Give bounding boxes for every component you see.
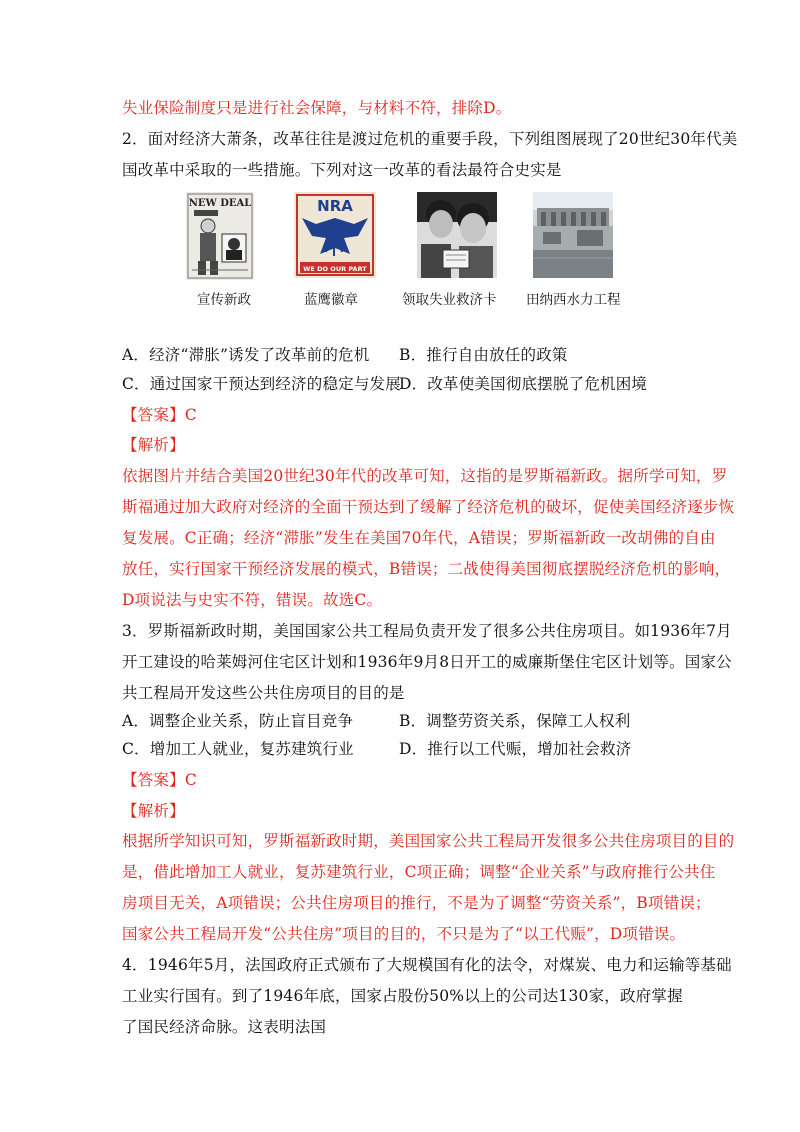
q2-analysis-label: 【解析】 (122, 436, 185, 454)
q3-stem-line: 开工建设的哈莱姆河住宅区计划和1936年9月8日开工的威廉斯堡住宅区计划等。国家公 (122, 653, 732, 671)
q3-option-b: B．调整劳资关系，保障工人权利 (399, 712, 631, 730)
q2-analysis-line: 放任，实行国家干预经济发展的模式，B错误；二战使得美国彻底摆脱经济危机的影响， (122, 560, 731, 578)
q3-stem-line: 3．罗斯福新政时期，美国国家公共工程局负责开发了很多公共住房项目。如1936年7月 (122, 622, 732, 640)
q3-option-a: A．调整企业关系，防止盲目竞争 (122, 712, 354, 730)
q3-option-c: C．增加工人就业，复苏建筑行业 (122, 740, 354, 758)
new-deal-poster-image (186, 192, 254, 280)
q4-stem-line: 工业实行国有。到了1946年底，国家占股份50%以上的公司达130家，政府掌握 (122, 987, 683, 1005)
caption-relief-card: 领取失业救济卡 (402, 292, 497, 308)
caption-new-deal: 宣传新政 (197, 292, 251, 308)
q2-option-b: B．推行自由放任的政策 (399, 346, 568, 364)
q3-analysis-line: 房项目无关，A项错误；公共住房项目的推行，不是为了调整“劳资关系”，B项错误； (122, 894, 711, 912)
q2-stem-line2: 国改革中采取的一些措施。下列对这一改革的看法最符合史实是 (122, 161, 562, 179)
q3-analysis-line: 是，借此增加工人就业，复苏建筑行业，C项正确；调整“企业关系”与政府推行公共住 (122, 863, 716, 881)
q3-analysis-line: 根据所学知识可知，罗斯福新政时期，美国国家公共工程局开发很多公共住房项目的目的 (122, 832, 735, 850)
q4-stem-line: 4．1946年5月，法国政府正式颁布了大规模国有化的法令，对煤炭、电力和运输等基础 (122, 956, 732, 974)
answer-value: C (184, 406, 197, 424)
q3-option-d: D．推行以工代赈，增加社会救济 (399, 740, 632, 758)
prev-analysis-tail: 失业保险制度只是进行社会保障，与材料不符，排除D。 (122, 99, 512, 117)
answer-label: 【答案】 (122, 406, 185, 424)
answer-value: C (184, 771, 197, 789)
q2-stem-line1: 2．面对经济大萧条，改革往往是渡过危机的重要手段，下列组图展现了20世纪30年代美 (122, 130, 738, 148)
q2-option-a: A．经济“滞胀”诱发了改革前的危机 (122, 346, 370, 364)
q3-stem-line: 共工程局开发这些公共住房项目的目的是 (122, 684, 405, 702)
new-deal-text: NEW DEAL (188, 198, 252, 209)
q2-option-c: C．通过国家干预达到经济的稳定与发展 (122, 375, 401, 393)
we-do-our-part-text: WE DO OUR PART (303, 265, 367, 273)
q2-analysis-line: 依据图片并结合美国20世纪30年代的改革可知，这指的是罗斯福新政。据所学可知，罗 (122, 467, 728, 485)
q2-analysis-line: 复发展。C正确；经济“滞胀”发生在美国70年代，A错误；罗斯福新政一改胡佛的自由 (122, 529, 716, 547)
answer-label: 【答案】 (122, 771, 185, 789)
q3-analysis-label: 【解析】 (122, 802, 185, 820)
q2-analysis-line: D项说法与史实不符，错误。故选C。 (122, 591, 383, 609)
caption-blue-eagle: 蓝鹰徽章 (304, 292, 358, 308)
tennessee-dam-image (533, 192, 613, 278)
nra-text: NRA (317, 197, 353, 215)
q2-analysis-line: 斯福通过加大政府对经济的全面干预达到了缓解了经济危机的破坏，促使美国经济逐步恢 (122, 498, 735, 516)
q4-stem-line: 了国民经济命脉。这表明法国 (122, 1018, 327, 1036)
relief-card-photo-image (417, 192, 497, 278)
q3-answer (122, 770, 197, 790)
caption-tennessee: 田纳西水力工程 (526, 292, 621, 308)
q2-answer (122, 405, 197, 425)
q2-option-d: D．改革使美国彻底摆脱了危机困境 (399, 375, 648, 393)
nra-blue-eagle-image (294, 192, 376, 278)
q3-analysis-line: 国家公共工程局开发“公共住房”项目的目的，不只是为了“以工代赈”，D项错误。 (122, 925, 686, 943)
